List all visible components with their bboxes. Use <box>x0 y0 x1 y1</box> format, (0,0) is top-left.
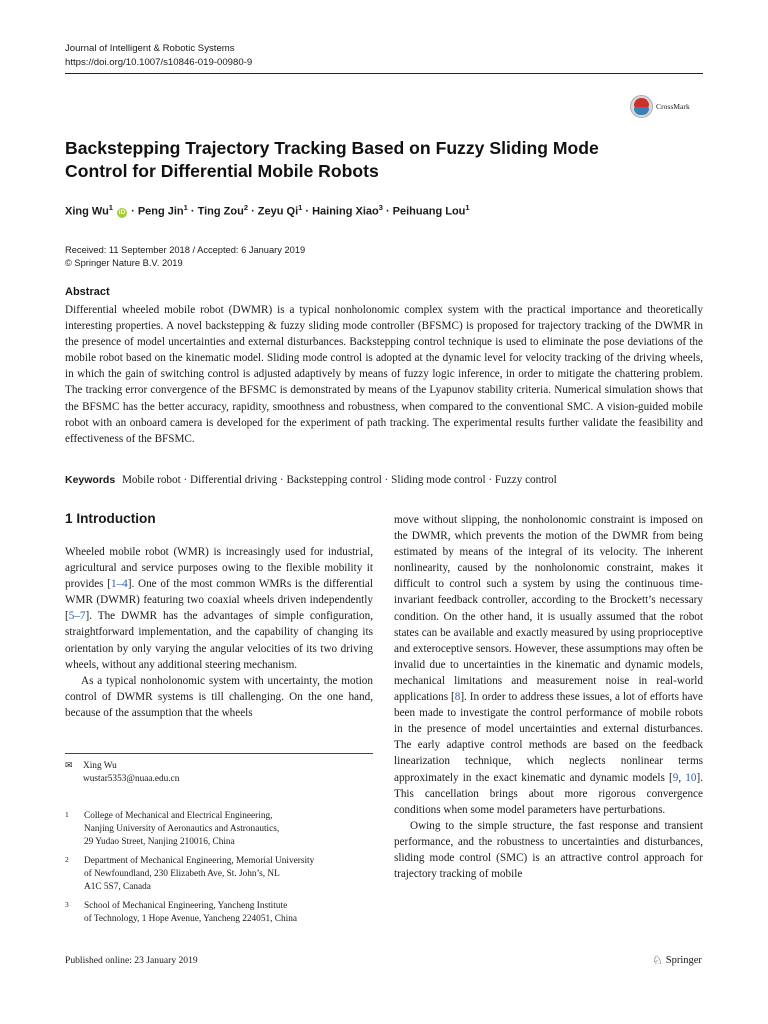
orcid-icon[interactable]: iD <box>118 208 126 216</box>
citation-link[interactable]: 8 <box>454 691 461 704</box>
springer-logo <box>652 953 702 968</box>
citation-link[interactable]: 1–4 <box>110 578 128 591</box>
author-name: Peng Jin <box>137 205 184 218</box>
journal-header <box>65 42 252 70</box>
crossmark-label: CrossMark <box>656 101 690 111</box>
springer-horse-icon: ♘ <box>652 953 663 967</box>
intro-paragraph-1: Wheeled mobile robot (WMR) is increasingly used for industrial, agricultural and service purposes owing to the flexible mobility it provides [1–4]. One of the most common WMRs is the differential WMR (DWMR) featuring two coaxial wheels driven independently [5–7]. The DWMR has the advantages of simple configuration, straightforward implementation, and the capability of changing its orientation by only varying the angular velocities of its two driving wheels, without any additional steering mechanism. <box>65 546 373 671</box>
keywords-text: Mobile robot · Differential driving · Backstepping control · Sliding mode control · Fuzzy control <box>121 474 557 486</box>
author-affiliation-mark: 1 <box>108 203 113 212</box>
header-rule <box>65 73 703 74</box>
right-column <box>394 512 703 882</box>
author-affiliation-mark: 1 <box>298 203 303 212</box>
affiliation-number: 2 <box>65 855 69 864</box>
crossmark-badge[interactable] <box>630 92 704 120</box>
author-name: Peihuang Lou <box>392 205 466 218</box>
author-affiliation-mark: 3 <box>378 203 383 212</box>
footnote-rule <box>65 753 373 754</box>
citation-link[interactable]: 10 <box>685 771 697 784</box>
author-name: Haining Xiao <box>312 205 379 218</box>
correspondence <box>65 759 179 786</box>
paper-title: Backstepping Trajectory Tracking Based on Fuzzy Sliding Mode Control for Differential Mobile Robots <box>65 138 599 181</box>
publisher-name: Springer <box>665 955 702 966</box>
author-name: Xing Wu <box>65 205 109 218</box>
copyright-line: © Springer Nature B.V. 2019 <box>65 258 183 268</box>
citation-link[interactable]: 5–7 <box>68 610 86 623</box>
intro-paragraph-2: As a typical nonholonomic system with uncertainty, the motion control of DWMR systems is till challenging. On the one hand, because of the assumption that the wheels <box>65 674 373 719</box>
author-name: Ting Zou <box>197 205 244 218</box>
citation-link[interactable]: 9 <box>672 771 679 784</box>
author-affiliation-mark: 2 <box>243 203 249 212</box>
affiliation-number: 3 <box>65 900 69 909</box>
affiliation-2: 2 Department of Mechanical Engineering, Memorial University of Newfoundland, 230 Elizabeth Ave, St. John’s, NL A1C 5S7, Canada <box>65 855 315 892</box>
journal-doi[interactable]: https://doi.org/10.1007/s10846-019-00980-9 <box>65 57 253 68</box>
correspondent-name: Xing Wu <box>83 761 117 771</box>
affiliation-1: 1 College of Mechanical and Electrical Engineering, Nanjing University of Aeronautics and Astronautics, 29 Yudao Street, Nanjing 210016, China <box>65 810 280 847</box>
author-name: Zeyu Qi <box>257 205 299 218</box>
intro-paragraph-4: Owing to the simple structure, the fast response and transient performance, and the robustness to uncertainties and disturbances, sliding mode control (SMC) is an attractive control approach for trajectory tracking of mobile <box>394 819 703 881</box>
publication-dates <box>65 244 305 270</box>
keywords-label: Keywords <box>65 474 116 486</box>
author-affiliation-mark: 1 <box>465 203 470 212</box>
author-list: Xing Wu$^1$ iD · Peng Jin$^1$ · Ting Zou$^2$ · Zeyu $Qi^1$ · Haining Xiao$^3$ · Peihuang Lou$^1$ <box>65 203 470 218</box>
intro-paragraph-3: move without slipping, the nonholonomic constraint is imposed on the DWMR, which prevents the motion of the DWMR from being estimated by means of the integral of its velocity. The inherent nonlinearity, caused by the nonholonomic constraint, makes it difficult to control such a system by using the continuous time-invariant feedback controller, according to the Brockett’s necessary condition. On the other hand, it is usually assumed that the robot states can be available and exactly measured by using proprioceptive and exteroceptive sensors. However, these assumptions may often be invalid due to uncertainties in the kinematic and dynamic models, mechanical limitations and measurement noise in real-world applications [8]. In order to address these issues, a lot of efforts have been made to investigate the control performance of mobile robots in the presence of model uncertainties and external disturbances. The early adaptive control methods are based on the feedback linearization technique, which neglects nonlinear terms approximately in the exact kinematic and dynamic models [9, 10]. This cancellation brings about more rigorous convergence conditions when some model parameters have perturbations. <box>394 514 704 816</box>
correspondent-email[interactable]: wustar5353@nuaa.edu.cn <box>83 774 180 784</box>
abstract-heading: Abstract <box>65 286 110 298</box>
envelope-icon: ✉ <box>65 760 73 770</box>
author-affiliation-mark: 1 <box>183 203 188 212</box>
left-column <box>65 544 373 721</box>
journal-name: Journal of Intelligent & Robotic Systems <box>65 43 235 54</box>
crossmark-icon <box>630 95 653 118</box>
published-online: Published online: 23 January 2019 <box>65 955 198 966</box>
affiliation-3: 3 School of Mechanical Engineering, Yancheng Institute of Technology, 1 Hope Avenue, Yancheng 224051, China <box>65 900 297 924</box>
received-accepted: Received: 11 September 2018 / Accepted: 6 January 2019 <box>65 245 306 255</box>
affiliation-number: 1 <box>65 810 69 819</box>
section-heading: 1 Introduction <box>65 511 156 526</box>
keywords <box>65 474 703 486</box>
abstract-text: Differential wheeled mobile robot (DWMR) is a typical nonholonomic complex system with the practical importance and theoretically interesting properties. A novel backstepping & fuzzy sliding mode controller (BFSMC) is proposed for trajectory tracking of the DWMR in the presence of model uncertainties and external disturbances. Backstepping control technique is used to eliminate the pose deviations of the mobile robot based on the kinematic model. Sliding mode control is adopted at the dynamic level for velocity tracking of the driving wheels, in which the gain of switching control is adjusted adaptively by means of fuzzy logic inference, in order to mitigate the chattering problem. The tracking error convergence of the BFSMC is demonstrated by means of the Lyapunov stability criteria. Numerical simulation shows that the BFSMC has the better accuracy, rapidity, smoothness and robustness, when compared to the conventional SMC. A vision-guided mobile robot with an onboard camera is developed for the experiment of path tracking. The experimental results further validate the feasibility and effectiveness of the BFSMC. <box>65 304 703 445</box>
